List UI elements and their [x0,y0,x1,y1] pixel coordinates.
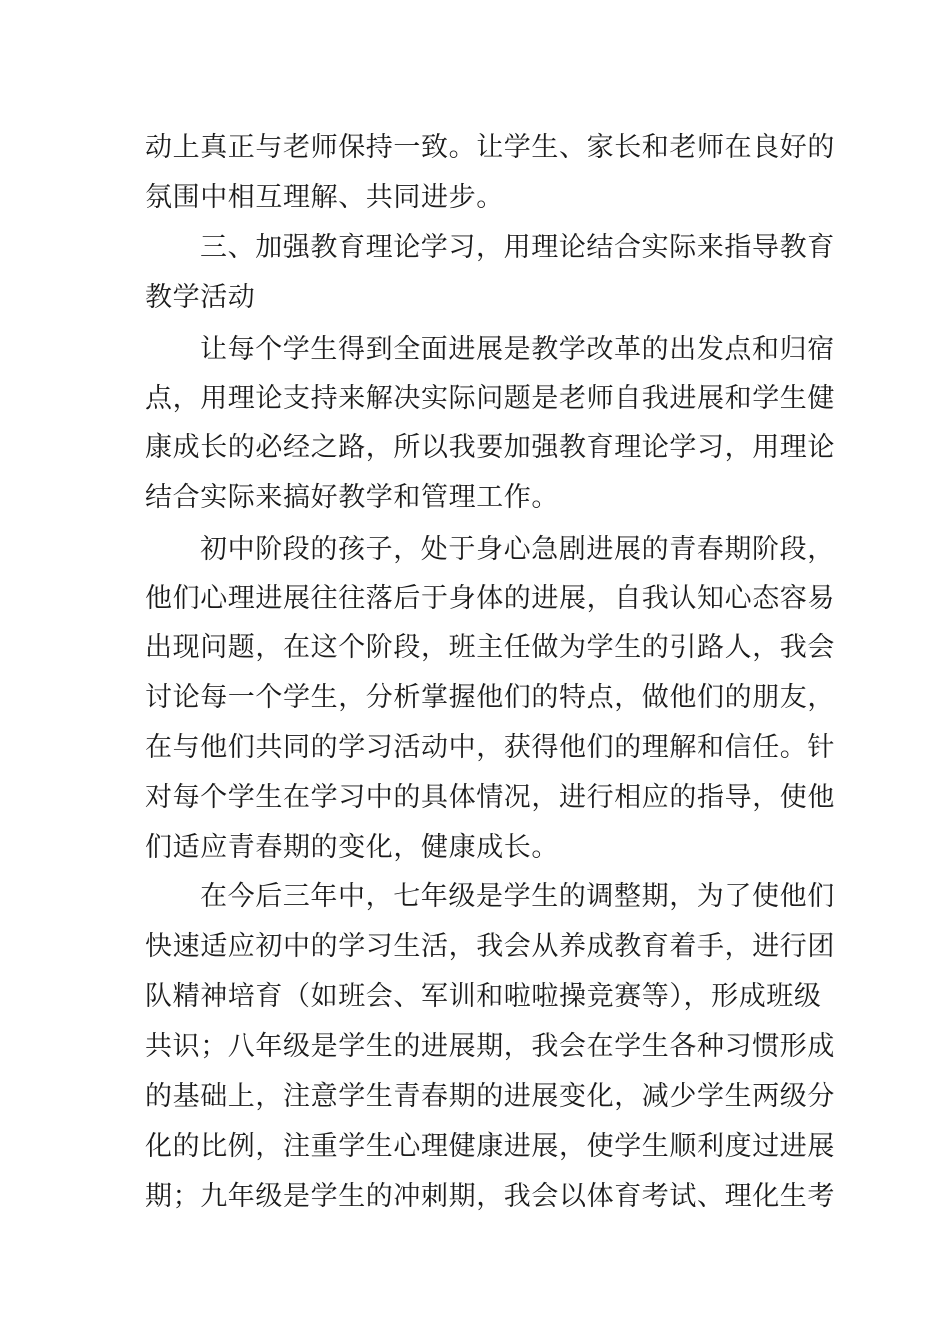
paragraph-line: 康成长的必经之路，所以我要加强教育理论学习，用理论 [145,432,835,463]
paragraph-line: 期；九年级是学生的冲刺期，我会以体育考试、理化生考 [145,1181,835,1212]
paragraph-line: 让每个学生得到全面进展是教学改革的出发点和归宿 [200,334,835,365]
paragraph-line: 结合实际来搞好教学和管理工作。 [145,482,559,513]
paragraph-line: 在与他们共同的学习活动中，获得他们的理解和信任。针 [145,732,835,763]
paragraph-line: 氛围中相互理解、共同进步。 [145,182,504,213]
paragraph-line: 队精神培育（如班会、军训和啦啦操竞赛等），形成班级 [145,981,822,1012]
paragraph-line: 的基础上，注意学生青春期的进展变化，减少学生两级分 [145,1081,835,1112]
paragraph-line: 他们心理进展往往落后于身体的进展，自我认知心态容易 [145,583,835,614]
paragraph-line: 快速适应初中的学习生活，我会从养成教育着手，进行团 [145,931,835,962]
paragraph-line: 共识；八年级是学生的进展期，我会在学生各种习惯形成 [145,1031,835,1062]
paragraph-line: 点，用理论支持来解决实际问题是老师自我进展和学生健 [145,383,835,414]
paragraph-line: 出现问题，在这个阶段，班主任做为学生的引路人，我会 [145,632,835,663]
section-heading-line: 教学活动 [145,282,256,313]
paragraph-line: 在今后三年中，七年级是学生的调整期，为了使他们 [200,881,835,912]
paragraph-line: 动上真正与老师保持一致。让学生、家长和老师在良好的 [145,132,835,163]
paragraph-line: 们适应青春期的变化，健康成长。 [145,832,559,863]
section-heading-line: 三、加强教育理论学习，用理论结合实际来指导教育 [200,232,835,263]
paragraph-line: 化的比例，注重学生心理健康进展，使学生顺利度过进展 [145,1131,835,1162]
paragraph-line: 讨论每一个学生，分析掌握他们的特点，做他们的朋友， [145,682,835,713]
paragraph-line: 初中阶段的孩子，处于身心急剧进展的青春期阶段， [200,534,835,565]
paragraph-line: 对每个学生在学习中的具体情况，进行相应的指导，使他 [145,782,835,813]
